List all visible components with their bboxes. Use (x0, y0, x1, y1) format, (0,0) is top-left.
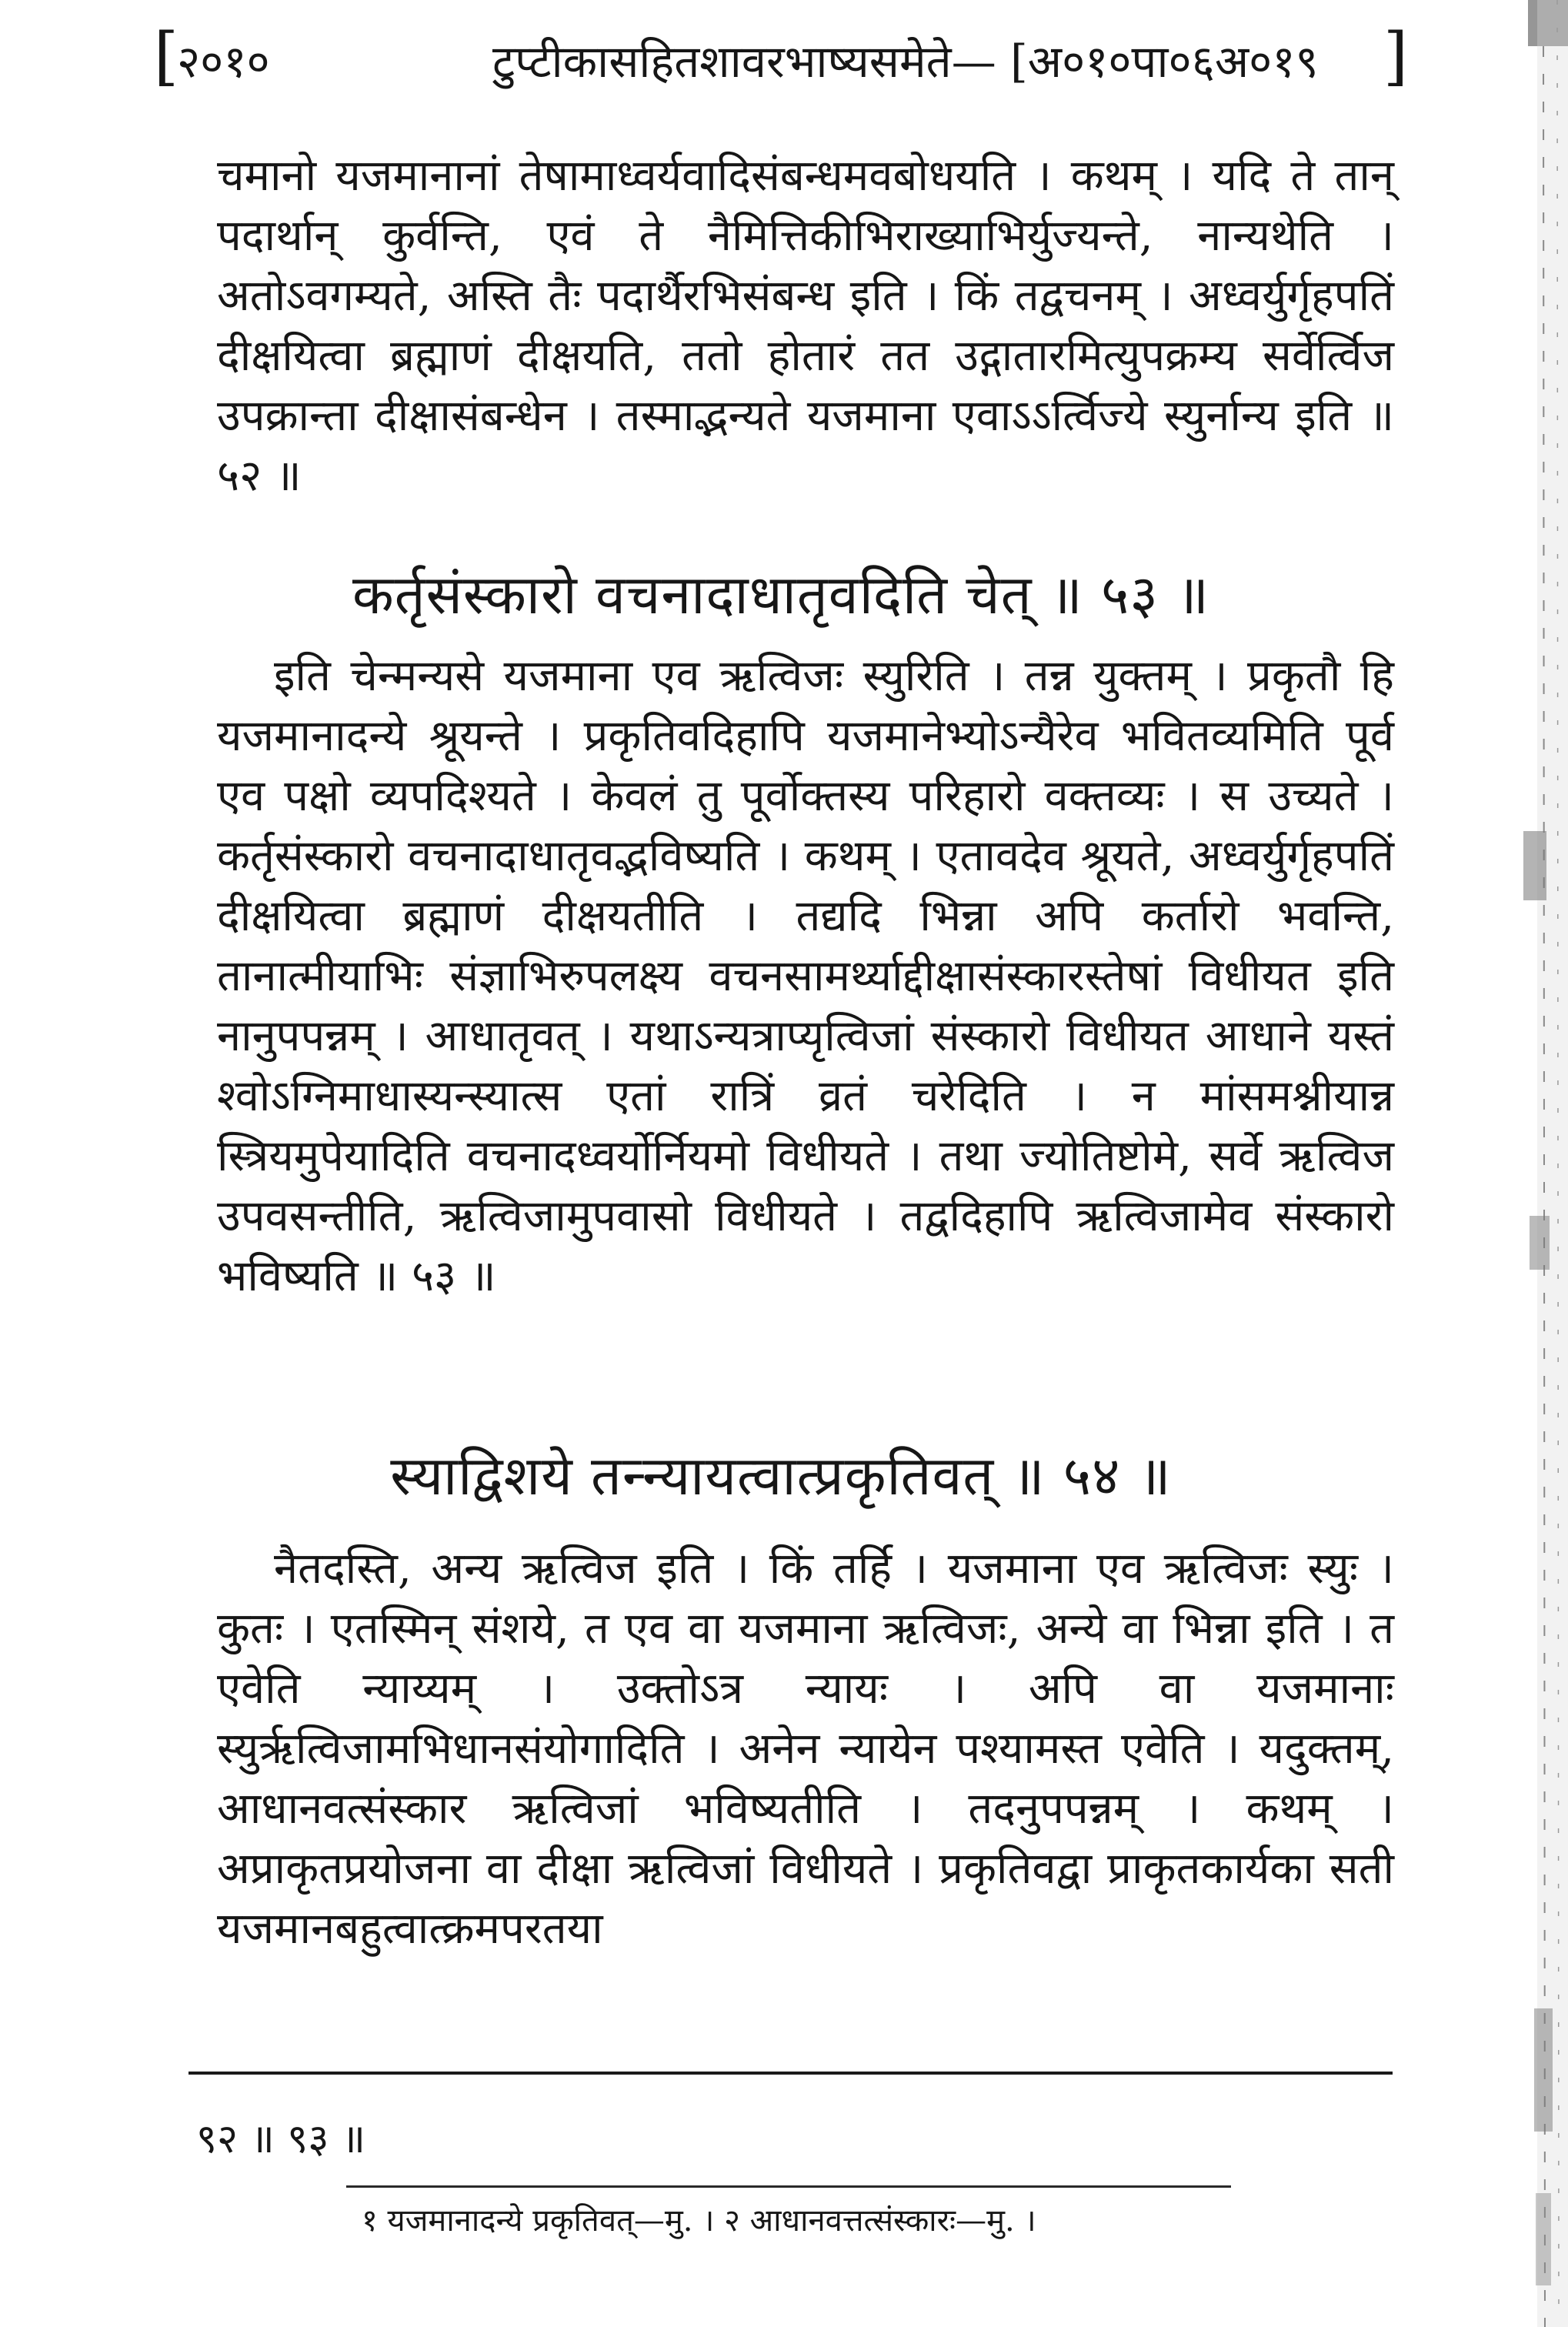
paragraph-sutra-53-commentary: इति चेन्मन्यसे यजमाना एव ऋत्विजः स्युरिति । तन्न युक्तम् । प्रकृतौ हि यजमानादन्ये श्रूयन्ते । प्रकृतिवदिहापि यजमानेभ्योऽन्यैरेव भवितव्यमिति पूर्व एव पक्षो व्यपदिश्यते । केवलं तु पूर्वोक्तस्य परिहारो वक्तव्यः । स उच्यते । कर्तृसंस्कारो वचनादाधातृवद्भविष्यति । कथम् । एतावदेव श्रूयते, अध्वर्युर्गृहपतिं दीक्षयित्वा ब्रह्माणं दीक्षयतीति । तद्यदि भिन्ना अपि कर्तारो भवन्ति, तानात्मीयाभिः संज्ञाभिरुपलक्ष्य वचनसामर्थ्याद्दीक्षासंस्कारस्तेषां विधीयत इति नानुपपन्नम् । आधातृवत् । यथाऽन्यत्राप्यृत्विजां संस्कारो विधीयत आधाने यस्तं श्वोऽग्निमाधास्यन्स्यात्स एतां रात्रिं व्रतं चरेदिति । न मांसमश्नीयान्न स्त्रियमुपेयादिति वचनादध्वर्योर्नियमो विधीयते । तथा ज्योतिष्टोमे, सर्वे ऋत्विज उपवसन्तीति, ऋत्विजामुपवासो विधीयते । तद्वदिहापि ऋत्विजामेव संस्कारो भविष्यति ॥ ५३ ॥ (217, 651, 1394, 1301)
running-title: टुप्टीकासहितशावरभाष्यसमेते— [अ०१०पा०६अ०१९ (492, 35, 1319, 88)
running-header (154, 20, 1408, 98)
footnote-rule (346, 2185, 1231, 2188)
sutra-54: स्याद्विशये तन्न्यायत्वात्प्रकृतिवत् ॥ ५४ ॥ (390, 1444, 1172, 1507)
footnote: १ यजमानादन्ये प्रकृतिवत्—मु. । २ आधानवत्तत्संस्कारः—मु. । (362, 2203, 1036, 2239)
page-edge-scan-artifact (1483, 0, 1568, 2327)
header-bracket-right: ] (1383, 20, 1408, 93)
footnote-separator-rule (188, 2072, 1393, 2075)
paragraph-continuation: चमानो यजमानानां तेषामाध्वर्यवादिसंबन्धमवबोधयति । कथम् । यदि ते तान् पदार्थान् कुर्वन्ति, एवं ते नैमित्तिकीभिराख्याभिर्युज्यन्ते, नान्यथेति । अतोऽवगम्यते, अस्ति तैः पदार्थैरभिसंबन्ध इति । किं तद्वचनम् । अध्वर्युर्गृहपतिं दीक्षयित्वा ब्रह्माणं दीक्षयति, ततो होतारं तत उद्गातारमित्युपक्रम्य सर्वेर्त्विज उपक्रान्ता दीक्षासंबन्धेन । तस्माद्भन्यते यजमाना एवाऽऽर्त्विज्ये स्युर्नान्य इति ॥ ५२ ॥ (217, 151, 1394, 501)
header-bracket-left: [ (154, 20, 178, 93)
paragraph-sutra-54-commentary: नैतदस्ति, अन्य ऋत्विज इति । किं तर्हि । यजमाना एव ऋत्विजः स्युः । कुतः । एतस्मिन् संशये, त एव वा यजमाना ऋत्विजः, अन्ये वा भिन्ना इति । त एवेति न्याय्यम् । उक्तोऽत्र न्यायः । अपि वा यजमानाः स्युर्ऋत्विजामभिधानसंयोगादिति । अनेन न्यायेन पश्यामस्त एवेति । यदुक्तम्, आधानवत्संस्कार ऋत्विजां भविष्यतीति । तदनुपपन्नम् । कथम् । अप्राकृतप्रयोजना वा दीक्षा ऋत्विजां विधीयते । प्रकृतिवद्वा प्राकृतकार्यका सती यजमानबहुत्वात्क्रमपरतया (217, 1544, 1394, 1954)
section-number-note: ९२ ॥ ९३ ॥ (196, 2116, 366, 2162)
sutra-53: कर्तृसंस्कारो वचनादाधातृवदिति चेत् ॥ ५३ ॥ (352, 563, 1210, 626)
page-number: २०१० (177, 35, 270, 88)
